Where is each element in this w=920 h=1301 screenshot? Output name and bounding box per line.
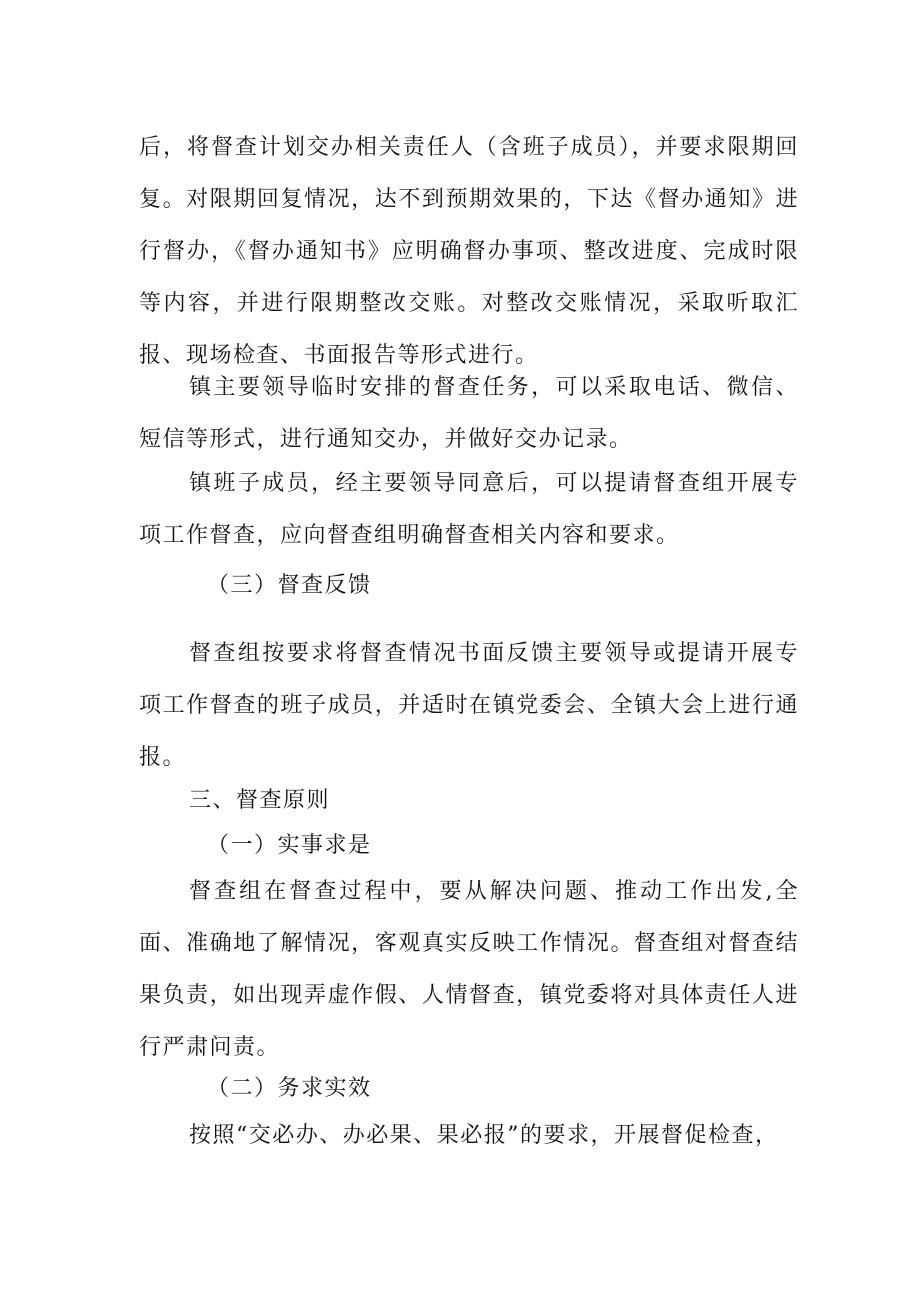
subheading-seek-truth: （一）实事求是 (207, 833, 372, 858)
subheading-seek-results: （二）务求实效 (207, 1076, 372, 1101)
heading-supervision-principles: 三、督查原则 (189, 788, 331, 813)
paragraph-seek-truth-content: 督查组在督查过程中，要从解决问题、推动工作出发,全面、准确地了解情况，客观真实反映工作情况。督查组对督查结果负责，如出现弄虚作假、人情督查，镇党委将对具体责任人进行严肃问责。 (139, 879, 799, 1060)
paragraph-special-supervision-request: 镇班子成员，经主要领导同意后，可以提请督查组开展专项工作督查，应向督查组明确督查相关内容和要求。 (139, 471, 799, 548)
paragraph-temporary-tasks: 镇主要领导临时安排的督查任务，可以采取电话、微信、短信等形式，进行通知交办，并做好交办记录。 (139, 375, 799, 452)
subheading-supervision-feedback: （三）督查反馈 (207, 573, 372, 598)
paragraph-feedback-content: 督查组按要求将督查情况书面反馈主要领导或提请开展专项工作督查的班子成员，并适时在镇党委会、全镇大会上进行通报。 (139, 641, 799, 770)
paragraph-supervision-plan-assignment: 后，将督查计划交办相关责任人（含班子成员），并要求限期回复。对限期回复情况，达不到预期效果的，下达《督办通知》进行督办，《督办通知书》应明确督办事项、整改进度、完成时限等内容，并进行限期整改交账。对整改交账情况，采取听取汇报、现场检查、书面报告等形式进行。 (139, 135, 799, 368)
paragraph-seek-results-content: 按照“交必办、办必果、果必报”的要求，开展督促检查， (189, 1123, 779, 1148)
